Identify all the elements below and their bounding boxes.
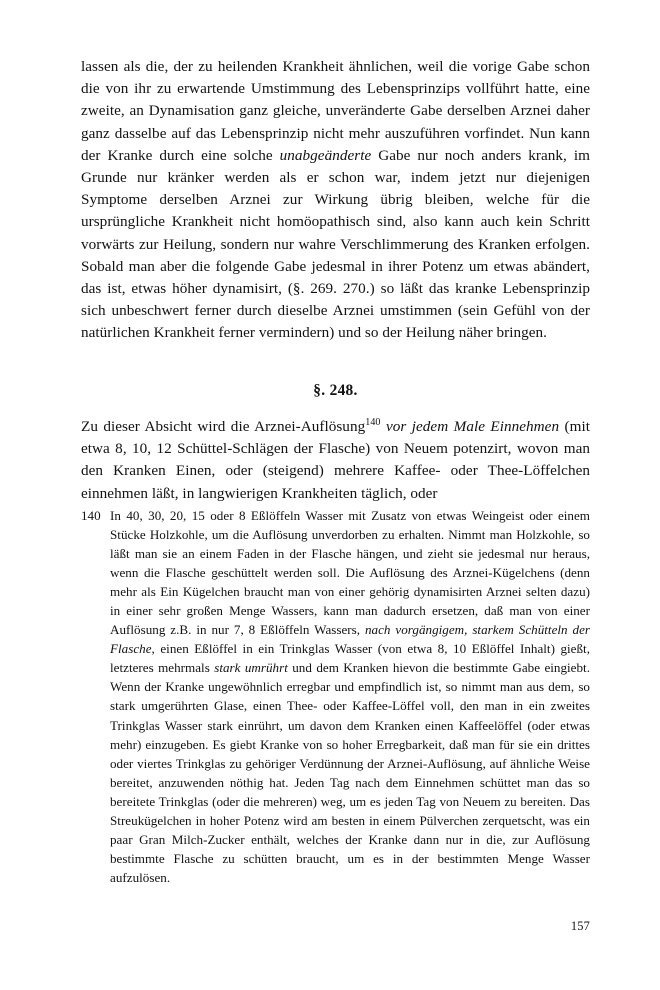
body-text: und dem Kranken hievon die bestimmte Gabe eingiebt. Wenn der Kranke ungewöhnlich erregbar und empfindlich ist, so nimmt man aus dem, so stark umgerührten Glase, einen Thee- oder Kaffee-Löffel voll, den man in ein zweites Trinkglas Wasser stark einrührt, um davon dem Kranken einen Kaffeelöffel (oder etwas mehr) einzugeben. Es giebt Kranke von so hoher Erregbarkeit, daß man für sie ein drittes oder viertes Trinkglas zu gehöriger Verdünnung der Arznei-Auflösung, auf ähnliche Weise bereitet, anzuwenden nöthig hat. Jeden Tag nach dem Einnehmen schüttet man das so bereitete Trinkglas (oder die mehreren) weg, um es jeden Tag von Neuem zu bereiten. Das Streukügelchen in hoher Potenz wird am besten in einem Pülverchen zerquetscht, was ein paar Gran Milch-Zucker enthält, welches der Kranke dann nur in die, zur Auflösung bestimmte Flasche zu schütten braucht, um es in der bestimmten Menge Wasser aufzulösen.	[110, 660, 590, 885]
emphasis-text: vor jedem Male Einnehmen	[380, 418, 560, 435]
footnote-number: 140	[81, 508, 101, 523]
footnote-text	[110, 506, 590, 887]
emphasis-text: unabgeänderte	[279, 146, 372, 164]
page-number: 157	[570, 919, 590, 933]
section-paragraph	[81, 416, 590, 505]
emphasis-text: stark umrührt	[214, 660, 288, 676]
section-heading: §. 248.	[313, 382, 358, 399]
body-text: Zu dieser Absicht wird die Arznei-Auflösung	[81, 418, 366, 435]
emphasis-text: nach vorgängigem, starkem Schütteln der Flasche,	[110, 622, 590, 657]
body-text: Gabe nur noch anders krank, im Grunde nur kränker werden als er schon war, indem jetzt nur diejenigen Symptome derselben Arznei zur Wirkung übrig bleiben, welche für die ursprüngliche Krankheit nicht homöopathisch sind, also kann auch kein Schritt vorwärts zur Heilung, sondern nur wahre Verschlimmerung des Kranken erfolgen. Sobald man aber die folgende Gabe jedesmal in ihrer Potenz um etwas abändert, das ist, etwas höher dynamisirt, (§. 269. 270.) so läßt das kranke Lebensprinzip sich unbeschwert ferner durch dieselbe Arznei umstimmen (sein Gefühl von der natürlichen Krankheit ferner vermindern) und so der Heilung näher bringen.	[81, 146, 590, 342]
body-text: lassen als die, der zu heilenden Krankheit ähnlichen, weil die vorige Gabe schon die von ihr zu erwartende Umstimmung des Lebensprinzips vollführt hatte, eine zweite, an Dynamisation ganz gleiche, unveränderte Gabe derselben Arznei daher ganz dasselbe auf das Lebensprinzip nicht mehr auszuführen vorfindet. Nun kann der Kranke durch eine solche	[81, 58, 590, 164]
footnote-block	[81, 506, 590, 887]
body-text: einen Eßlöffel in ein Trinkglas Wasser (von etwa 8, 10 Eßlöffel Inhalt) gießt, letzteres mehrmals	[110, 641, 590, 676]
body-paragraph	[81, 56, 590, 345]
footnote-reference: 140	[365, 416, 381, 428]
body-text: In 40, 30, 20, 15 oder 8 Eßlöffeln Wasser mit Zusatz von etwas Weingeist oder einem Stücke Holzkohle, um die Auflösung unverdorben zu erhalten. Nimmt man Holzkohle, so läßt man sie an einem Faden in der Flasche hängen, und zieht sie jedesmal nur heraus, wenn die Flasche geschüttelt werden soll. Die Auflösung des Arznei-Kügelchens (denn mehr als Ein Kügelchen braucht man von einer gehörig dynamisirten Arznei selten dazu) in einer sehr großen Menge Wassers, kann man dadurch ersetzen, daß man von einer Auflösung z.B. in nur 7, 8 Eßlöffeln Wassers,	[110, 508, 590, 638]
body-text: (mit etwa 8, 10, 12 Schüttel-Schlägen der Flasche) von Neuem potenzirt, wovon man den Kranken Einen, oder (steigend) mehrere Kaffee- oder Thee-Löffelchen einnehmen läßt, in langwierigen Krankheiten täglich, oder	[81, 418, 590, 502]
